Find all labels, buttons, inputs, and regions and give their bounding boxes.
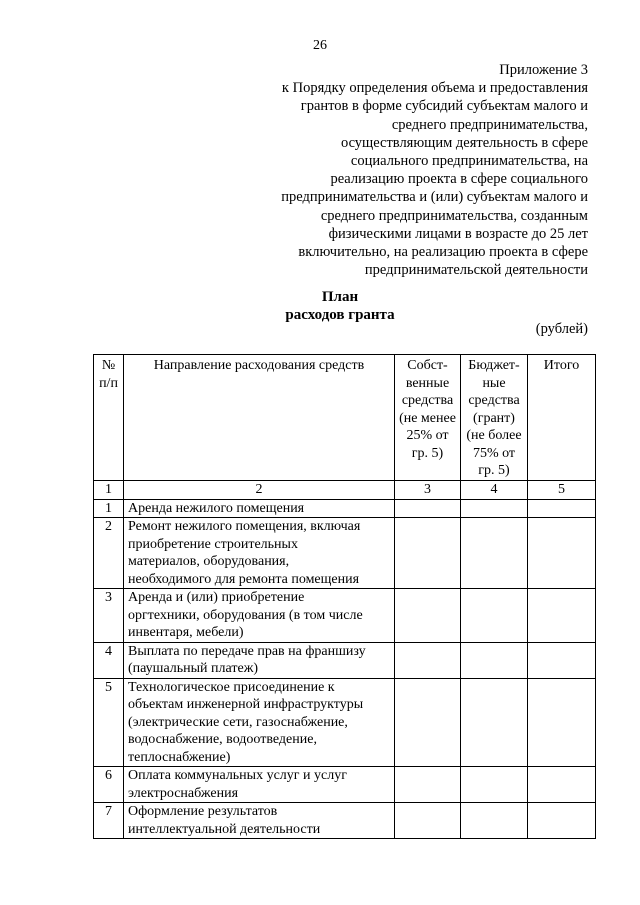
budget-funds-cell: [461, 499, 528, 518]
header-cell-budget-funds: [461, 355, 528, 481]
own-funds-cell: [395, 642, 461, 678]
header-line: №: [101, 358, 116, 373]
column-number: 5: [528, 481, 596, 500]
budget-funds-cell: [461, 518, 528, 589]
expense-direction: [124, 767, 395, 803]
budget-funds-cell: [461, 678, 528, 767]
column-number: 2: [124, 481, 395, 500]
appendix-line: предпринимательской деятельности: [364, 262, 588, 279]
row-number: 3: [94, 589, 124, 643]
table-header-row: [94, 355, 596, 481]
header-line: ные: [482, 375, 506, 391]
header-line: Собст-: [407, 358, 448, 373]
expense-direction-line: инвентаря, мебели): [128, 625, 244, 640]
header-line: (грант): [473, 410, 515, 426]
header-line: гр. 5): [478, 463, 510, 478]
header-line: 75% от: [472, 445, 516, 461]
expense-direction-line: Аренда и (или) приобретение: [128, 590, 305, 605]
expense-direction-line: Ремонт нежилого помещения, включая: [128, 519, 361, 534]
table-row: [94, 642, 596, 678]
total-cell: [528, 642, 596, 678]
own-funds-cell: [395, 767, 461, 803]
total-cell: [528, 499, 596, 518]
appendix-note: [188, 61, 588, 279]
row-number: 7: [94, 803, 124, 839]
expense-direction: [124, 589, 395, 643]
row-number: 4: [94, 642, 124, 678]
budget-funds-cell: [461, 589, 528, 643]
column-number: 4: [461, 481, 528, 500]
appendix-line: предпринимательства и (или) субъектам малого и: [281, 189, 588, 206]
expense-direction-line: водоснабжение, водоотведение,: [128, 732, 317, 747]
header-line: Бюджет-: [468, 358, 520, 373]
table-row: [94, 803, 596, 839]
header-line: 25% от: [406, 428, 449, 443]
row-number: 2: [94, 518, 124, 589]
title-line-2: расходов гранта: [285, 307, 395, 323]
table-row: [94, 767, 596, 803]
expense-direction: [124, 518, 395, 589]
header-cell-number: [94, 355, 124, 481]
appendix-line: реализацию проекта в сфере социального: [330, 171, 588, 188]
expense-direction: [124, 642, 395, 678]
own-funds-cell: [395, 518, 461, 589]
expense-direction-line: Аренда нежилого помещения: [128, 500, 305, 516]
expense-direction-line: объектам инженерной инфраструктуры: [128, 697, 364, 712]
header-line: средства: [468, 393, 520, 408]
total-cell: [528, 767, 596, 803]
header-line: венные: [405, 375, 450, 391]
expense-direction-line: электроснабжения: [128, 785, 239, 801]
expense-plan-table: [93, 354, 596, 839]
appendix-line: физическими лицами в возрасте до 25 лет: [328, 225, 588, 242]
header-cell-total: [528, 355, 596, 481]
budget-funds-cell: [461, 767, 528, 803]
own-funds-cell: [395, 589, 461, 643]
appendix-line: включительно, на реализацию проекта в сфере: [298, 244, 588, 261]
appendix-line: социального предпринимательства, на: [350, 153, 588, 170]
expense-direction: [124, 499, 395, 518]
title-line-1: План: [321, 289, 359, 305]
appendix-line: среднего предпринимательства,: [391, 116, 588, 133]
column-number: 1: [94, 481, 124, 500]
appendix-line: Приложение 3: [499, 62, 588, 78]
expense-direction-line: (паушальный платеж): [128, 661, 259, 676]
total-cell: [528, 589, 596, 643]
table-row: [94, 678, 596, 767]
budget-funds-cell: [461, 803, 528, 839]
appendix-line: среднего предпринимательства, созданным: [320, 207, 588, 224]
header-line: п/п: [99, 375, 118, 391]
expense-direction-line: Технологическое присоединение к: [128, 679, 335, 695]
row-number: 1: [94, 499, 124, 518]
own-funds-cell: [395, 803, 461, 839]
column-number: 3: [395, 481, 461, 500]
appendix-line: к Порядку определения объема и предоставления: [281, 80, 588, 97]
total-cell: [528, 803, 596, 839]
expense-direction-line: (электрические сети, газоснабжение,: [128, 714, 348, 730]
header-line: Итого: [543, 358, 580, 373]
expense-direction-line: необходимого для ремонта помещения: [128, 571, 360, 587]
table-row: [94, 589, 596, 643]
budget-funds-cell: [461, 642, 528, 678]
expense-direction: [124, 803, 395, 839]
table-row: [94, 518, 596, 589]
header-line: Направление расходования средств: [153, 358, 365, 373]
header-line: (не менее: [399, 410, 456, 426]
expense-direction: [124, 678, 395, 767]
total-cell: [528, 678, 596, 767]
expense-direction-line: Оплата коммунальных услуг и услуг: [128, 768, 347, 783]
appendix-line: грантов в форме субсидий субъектам малого и: [300, 98, 588, 115]
header-line: (не более: [466, 428, 522, 443]
expense-direction-line: материалов, оборудования,: [128, 554, 290, 569]
header-line: средства: [401, 393, 454, 408]
document-title: [0, 288, 640, 324]
units-label: (рублей): [535, 321, 588, 337]
header-cell-own-funds: [395, 355, 461, 481]
column-number-row: [94, 481, 596, 500]
row-number: 6: [94, 767, 124, 803]
expense-direction-line: приобретение строительных: [128, 536, 298, 552]
own-funds-cell: [395, 499, 461, 518]
table-row: [94, 499, 596, 518]
expense-direction-line: оргтехники, оборудования (в том числе: [128, 607, 363, 623]
header-cell-direction: [124, 355, 395, 481]
own-funds-cell: [395, 678, 461, 767]
row-number: 5: [94, 678, 124, 767]
expense-direction-line: теплоснабжение): [128, 749, 231, 765]
expense-direction-line: Выплата по передаче прав на франшизу: [128, 643, 366, 659]
total-cell: [528, 518, 596, 589]
appendix-line: осуществляющим деятельность в сфере: [340, 134, 588, 151]
header-line: гр. 5): [411, 445, 444, 461]
expense-direction-line: Оформление результатов: [128, 804, 278, 819]
expense-direction-line: интеллектуальной деятельности: [128, 821, 321, 837]
page-number: 26: [313, 38, 327, 53]
